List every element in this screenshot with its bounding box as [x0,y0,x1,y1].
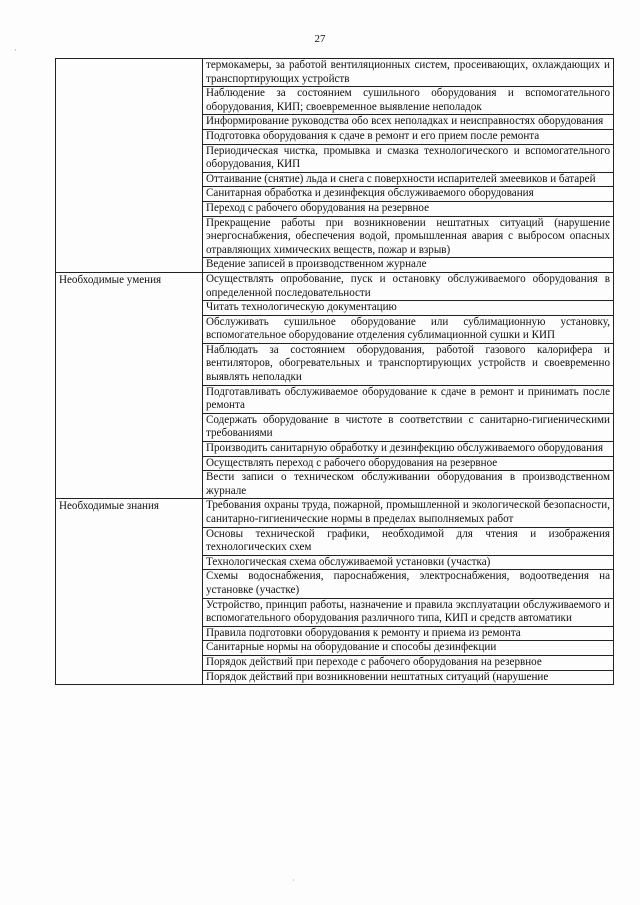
list-item: Наблюдать за состоянием оборудования, работой газового калорифера и вентиляторов, обогревательных и транспортирующих устройств и своевременно выявлять неполадки [203,343,614,385]
list-item: Ведение записей в производственном журнале [203,258,614,273]
section-label: Необходимые умения [59,273,162,286]
table-row [56,272,614,300]
list-item: Устройство, принцип работы, назначение и правила эксплуатации обслуживаемого и вспомогательного оборудования различного типа, КИП и средств автоматики [203,598,614,626]
section-label [59,59,199,60]
list-item: Информирование руководства обо всех неполадках и неисправностях оборудования [203,115,614,130]
section-label-cell [56,499,203,685]
scan-speck: · [14,46,17,55]
page-number: 27 [314,33,326,45]
list-item: Производить санитарную обработку и дезинфекцию обслуживаемого оборудования [203,442,614,457]
list-item: Осуществлять переход с рабочего оборудования на резервное [203,456,614,471]
table-body [56,59,614,685]
list-item: Порядок действий при возникновении нештатных ситуаций (нарушение [203,670,614,685]
list-item: Санитарные нормы на оборудование и способы дезинфекции [203,641,614,656]
section-label-cell [56,272,203,499]
list-item: Переход с рабочего оборудования на резервное [203,201,614,216]
list-item: Осуществлять опробование, пуск и остановку обслуживаемого оборудования в определенной последовательности [203,272,614,300]
section-label: Необходимые знания [59,500,160,513]
table-row [56,499,614,527]
list-item: термокамеры, за работой вентиляционных систем, просеивающих, охлаждающих и транспортирующих устройств [203,59,614,87]
table-row [56,59,614,87]
list-item: Прекращение работы при возникновении нештатных ситуаций (нарушение энергоснабжения, обеспечения водой, промышленная авария с выбросом опасных отравляющих химических веществ, пожар и взрыв) [203,216,614,258]
list-item: Правила подготовки оборудования к ремонту и приема из ремонта [203,626,614,641]
list-item: Порядок действий при переходе с рабочего оборудования на резервное [203,655,614,670]
list-item: Периодическая чистка, промывка и смазка технологического и вспомогательного оборудования, КИП [203,144,614,172]
list-item: Вести записи о техническом обслуживании оборудования в производственном журнале [203,471,614,499]
list-item: Санитарная обработка и дезинфекция обслуживаемого оборудования [203,187,614,202]
list-item: Подготавливать обслуживаемое оборудование к сдаче в ремонт и принимать после ремонта [203,385,614,413]
list-item: Подготовка оборудования к сдаче в ремонт и его прием после ремонта [203,129,614,144]
section-label-cell [56,59,203,273]
list-item: Основы технической графики, необходимой для чтения и изображения технологических схем [203,527,614,555]
list-item: Обслуживать сушильное оборудование или сублимационную установку, вспомогательное оборудование отделения сублимационной сушки и КИП [203,315,614,343]
list-item: Схемы водоснабжения, пароснабжения, электроснабжения, водоотведения на установке (участке) [203,570,614,598]
scan-speck: · [292,876,295,885]
list-item: Читать технологическую документацию [203,301,614,316]
competency-table [55,58,614,685]
list-item: Технологическая схема обслуживаемой установки (участка) [203,555,614,570]
list-item: Требования охраны труда, пожарной, промышленной и экологической безопасности, санитарно-гигиенические нормы в пределах выполняемых работ [203,499,614,527]
list-item: Содержать оборудование в чистоте в соответствии с санитарно-гигиеническими требованиями [203,413,614,441]
list-item: Оттаивание (снятие) льда и снега с поверхности испарителей змеевиков и батарей [203,172,614,187]
list-item: Наблюдение за состоянием сушильного оборудования и вспомогательного оборудования, КИП; своевременное выявление неполадок [203,87,614,115]
